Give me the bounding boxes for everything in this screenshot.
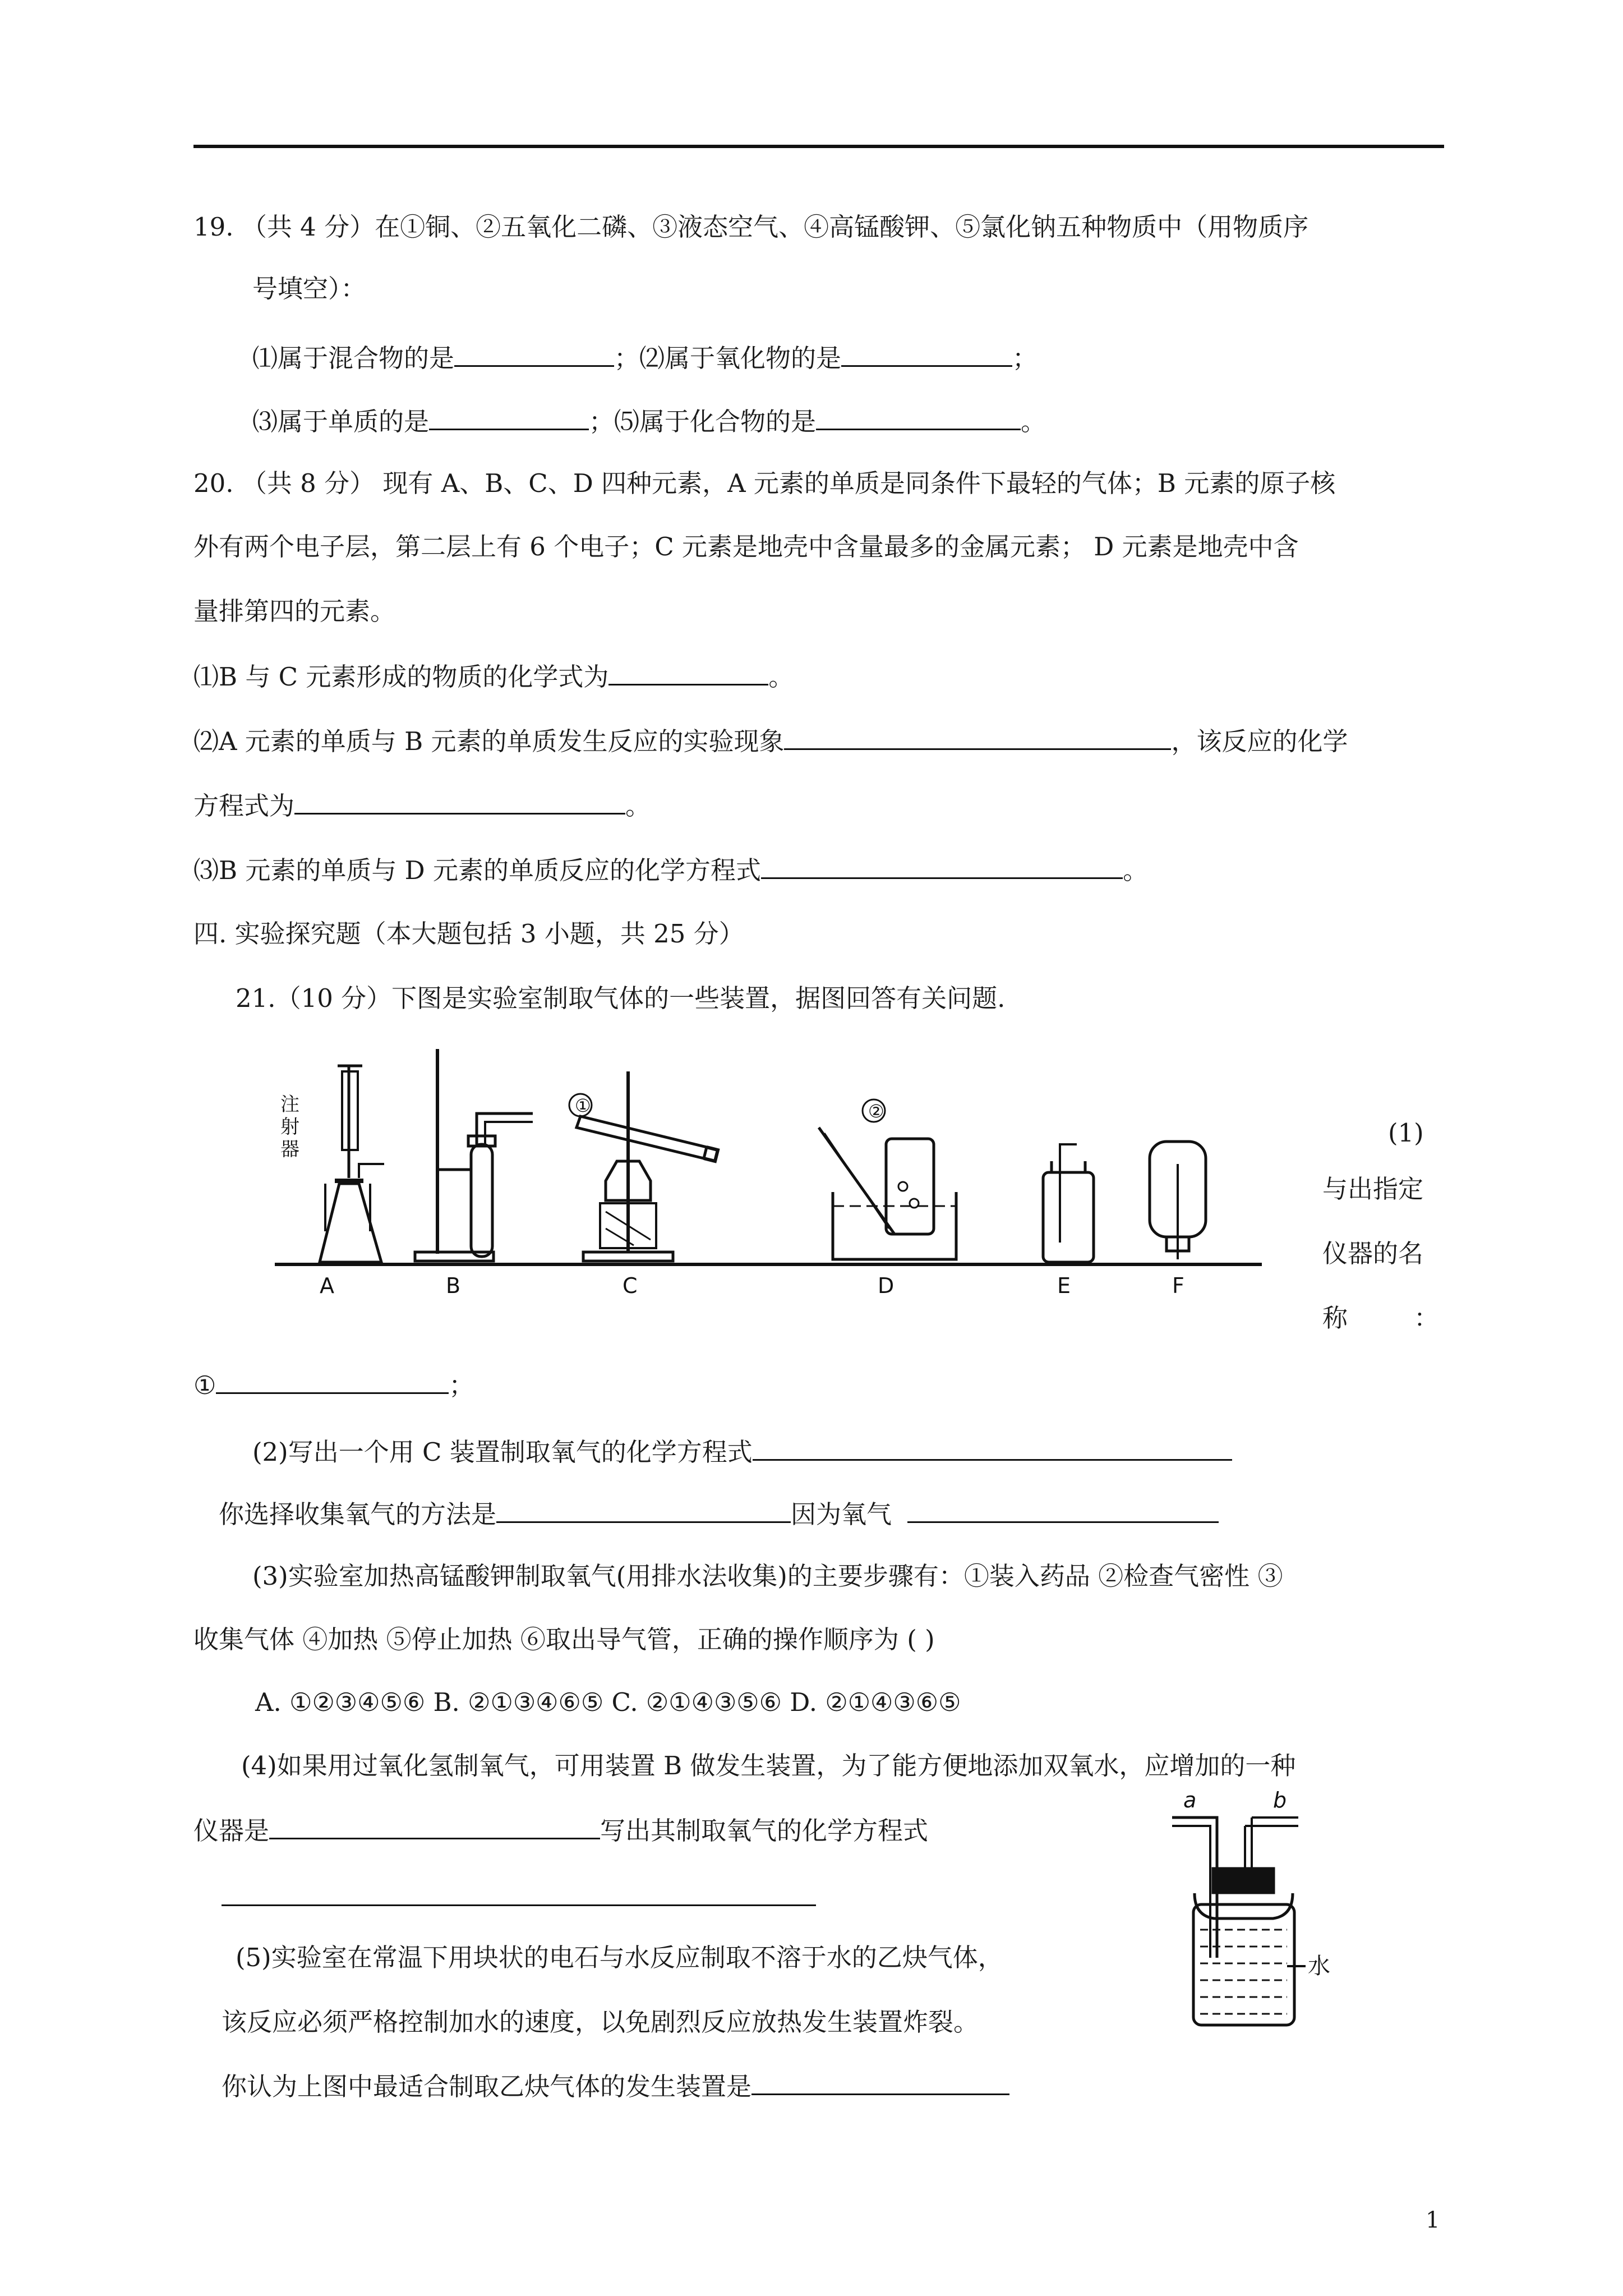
apparatus-e	[1043, 1144, 1094, 1262]
washing-bottle-diagram	[1161, 1784, 1352, 2031]
q21-part4b: 仪器是 写出其制取氧气的化学方程式	[193, 1813, 928, 1848]
syringe-label-3: 器	[280, 1138, 299, 1161]
bottle-port-a: a	[1183, 1788, 1197, 1812]
q21-blank-instrument2[interactable]	[269, 1813, 600, 1839]
q20-blank-phenomenon[interactable]	[784, 724, 1171, 750]
q19-prompt-mixture: ⑴属于混合物的是	[252, 343, 455, 373]
q19-blank-mixture[interactable]	[454, 341, 614, 367]
q20-sub2b: 方程式为 。	[193, 788, 651, 823]
q20-sub1: ⑴B 与 C 元素形成的物质的化学式为 。	[193, 659, 794, 694]
q21-side-4: 称 ：	[1322, 1303, 1440, 1333]
q21-part3: (3)实验室加热高锰酸钾制取氧气(用排水法收集)的主要步骤有：①装入药品 ②检查气密性 ③	[252, 1561, 1283, 1591]
q21-side-1: (1)	[1388, 1118, 1424, 1148]
bottle-port-b: b	[1273, 1788, 1287, 1812]
q21-blank-instrument[interactable]	[216, 1368, 449, 1394]
q21-part2: (2)写出一个用 C 装置制取氧气的化学方程式	[252, 1434, 1232, 1469]
section-heading: 四. 实验探究题（本大题包括 3 小题，共 25 分）	[193, 919, 744, 949]
q21-blank-reason[interactable]	[907, 1497, 1219, 1523]
q19-row2: ⑶属于单质的是 ；⑸属于化合物的是 。	[252, 404, 1046, 439]
q21-part4: (4)如果用过氧化氢制氧气，可用装置 B 做发生装置，为了能方便地添加双氧水，应增加的一种	[241, 1751, 1296, 1780]
label-f: F	[1172, 1273, 1184, 1298]
q20-line2: 外有两个电子层，第二层上有 6 个电子；C 元素是地壳中含量最多的金属元素； D 元素是地壳中含	[193, 532, 1299, 562]
q19-prompt-element: ⑶属于单质的是	[252, 407, 430, 436]
q19-line1: 19. （共 4 分）在①铜、②五氧化二磷、③液态空气、④高锰酸钾、⑤氯化钠五种物质中（用物质序	[193, 212, 1309, 242]
q20-line1: 20. （共 8 分） 现有 A、B、C、D 四种元素，A 元素的单质是同条件下最轻的气体；B 元素的原子核	[193, 468, 1336, 498]
syringe-label-2: 射	[280, 1116, 299, 1138]
label-a: A	[320, 1273, 334, 1298]
apparatus-diagram	[269, 1043, 1267, 1301]
q21-blank-h2o2-equation[interactable]	[222, 1904, 816, 1906]
syringe-label-1: 注	[280, 1093, 299, 1116]
q21-side-3: 仪器的名	[1322, 1239, 1424, 1268]
q21-part3b: 收集气体 ④加热 ⑤停止加热 ⑥取出导气管，正确的操作顺序为 ( )	[193, 1625, 935, 1654]
q21-part5: (5)实验室在常温下用块状的电石与水反应制取不溶于水的乙炔气体，	[236, 1943, 1003, 1972]
q19-line2: 号填空）：	[252, 274, 366, 303]
q19-row1: ⑴属于混合物的是 ；⑵属于氧化物的是 ；	[252, 341, 1038, 375]
q21-answer1: ① ；	[193, 1368, 474, 1402]
q21-part5b: 该反应必须严格控制加水的速度，以免剧烈反应放热发生装置炸裂。	[222, 2007, 979, 2037]
q19-blank-compound[interactable]	[816, 404, 1021, 430]
circle2-label: ②	[868, 1101, 884, 1122]
q20-blank-equation1[interactable]	[294, 788, 625, 815]
q19-blank-element[interactable]	[429, 404, 589, 430]
q21-part5c: 你认为上图中最适合制取乙炔气体的发生装置是	[222, 2069, 1009, 2104]
q20-blank-equation2[interactable]	[761, 853, 1123, 879]
label-c: C	[623, 1273, 638, 1298]
q21-options[interactable]: A. ①②③④⑤⑥ B. ②①③④⑥⑤ C. ②①④③⑤⑥ D. ②①④③⑥⑤	[255, 1687, 961, 1717]
q21-part2b: 你选择收集氧气的方法是 因为氧气	[219, 1497, 1219, 1531]
apparatus-c	[577, 1071, 718, 1261]
q19-prompt-compound: ⑸属于化合物的是	[614, 407, 817, 436]
apparatus-b	[415, 1049, 533, 1261]
q21-blank-c-equation[interactable]	[753, 1434, 1232, 1461]
label-d: D	[878, 1273, 895, 1298]
label-b: B	[446, 1273, 461, 1298]
q20-sub3: ⑶B 元素的单质与 D 元素的单质反应的化学方程式 。	[193, 853, 1148, 887]
q19-blank-oxide[interactable]	[841, 341, 1012, 367]
apparatus-a	[320, 1066, 384, 1262]
header-rule	[193, 145, 1444, 148]
q21-blank-collect-method[interactable]	[496, 1497, 791, 1523]
label-e: E	[1057, 1273, 1071, 1298]
page-number: 1	[1426, 2207, 1440, 2233]
q21-intro: 21.（10 分）下图是实验室制取气体的一些装置，据图回答有关问题.	[236, 983, 1006, 1013]
apparatus-d	[819, 1128, 956, 1259]
bottle-water-label: 水	[1308, 1953, 1330, 1979]
q20-blank-formula[interactable]	[608, 659, 768, 685]
q21-blank-acetylene-device[interactable]	[751, 2069, 1009, 2095]
q20-line3: 量排第四的元素。	[193, 596, 396, 626]
apparatus-f	[1150, 1142, 1206, 1259]
q20-sub2: ⑵A 元素的单质与 B 元素的单质发生反应的实验现象 ，该反应的化学	[193, 724, 1348, 758]
circle1-label: ①	[575, 1095, 591, 1116]
q21-side-2: 与出指定	[1322, 1174, 1424, 1204]
q19-prompt-oxide: ⑵属于氧化物的是	[639, 343, 842, 373]
